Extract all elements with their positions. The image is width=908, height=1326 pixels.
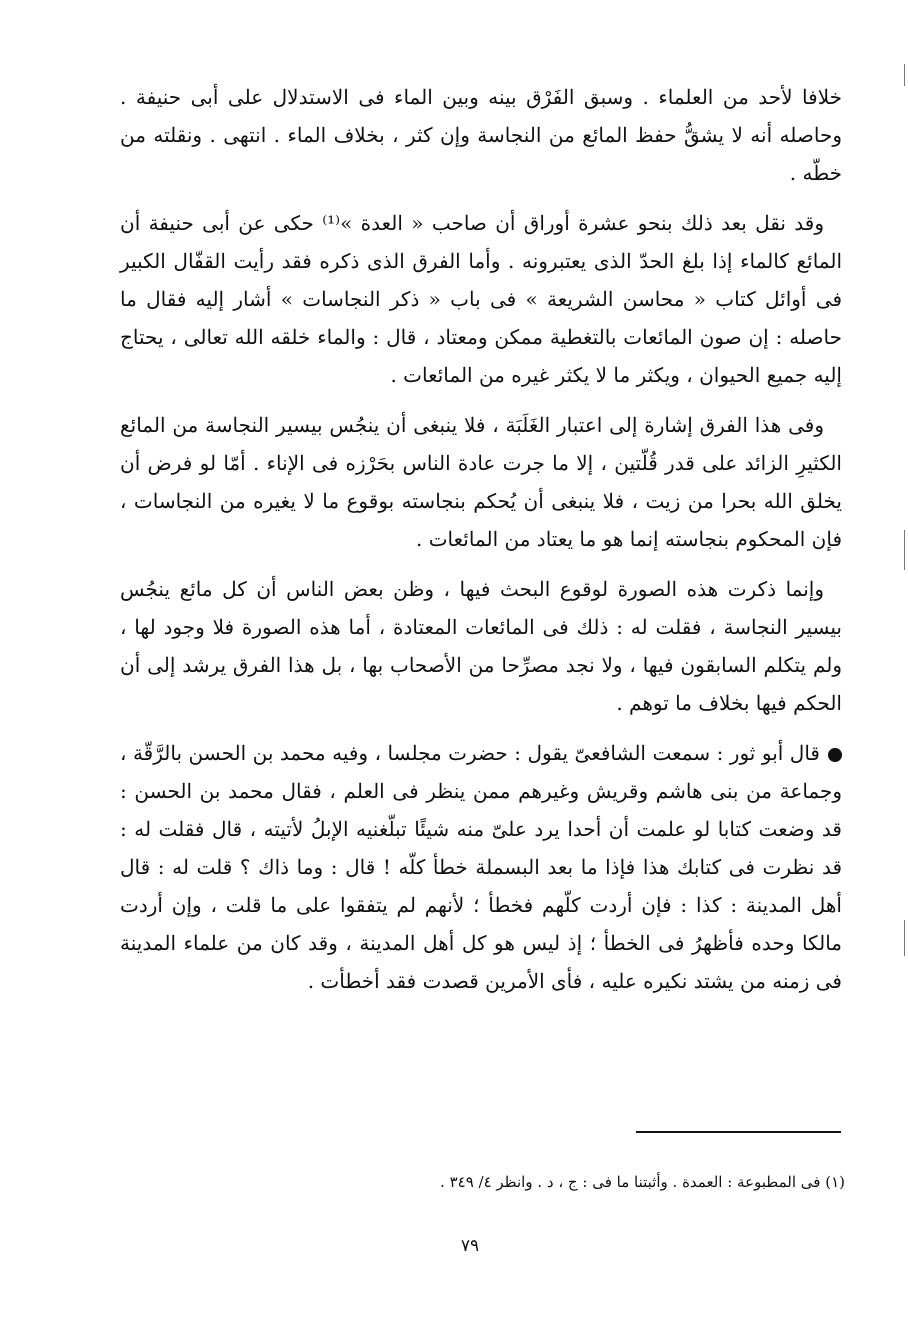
paragraph-1: خلافا لأحد من العلماء . وسبق الفَرْق بينه وبين الماء فى الاستدلال على أبى حنيفة . وحاصله أنه لا يشقُّ حفظ المائع من النجاسة وإن كثر ، بخلاف الماء . انتهى . ونقلته من خطّه . <box>120 85 842 185</box>
black-dot-icon <box>828 748 842 762</box>
paragraph-4-text: وإنما ذكرت هذه الصورة لوقوع البحث فيها ، وظن بعض الناس أن كل مائع ينجُس بيسير النجاسة ، فقلت له : ذلك فى المائعات المعتادة ، أما هذه الصورة فلا وجود لها ، ولم يتكلم السابقون فيها ، ولا نجد مصرِّحا من الأصحاب بها ، بل هذا الفرق يرشد إلى أن الحكم فيها بخلاف ما توهم . <box>120 577 843 715</box>
page-number: ٧٩ <box>460 1236 480 1256</box>
page-edge-mark-lower <box>904 920 905 956</box>
paragraph-5-text: قال أبو ثور : سمعت الشافعىّ يقول : حضرت مجلسا ، وفيه محمد بن الحسن بالرَّقّة ، وجماعة من بنى هاشم وقريش وغيرهم ممن ينظر فى العلم ، فقال محمد بن الحسن : قد وضعت كتابا لو علمت أن أحدا يرد علىّ منه شيئًا تبلّغنيه الإبلُ لأتيته ، قال فقلت له : قد نظرت فى كتابك هذا فإذا ما بعد البسملة خطأ كلّه ! قال : وما ذاك ؟ قلت له : قال أهل المدينة : كذا : فإن أردت كلّهم فخطأ ؛ لأنهم لم يتفقوا على ما قلت ، وإن أردت مالكا وحده فأظهرُ فى الخطأ ؛ إذ ليس هو كل أهل المدينة ، وقد كان من علماء المدينة فى زمنه من يشتد نكيره عليه ، فأى الأمرين قصدت فقد أخطأت . <box>120 741 843 993</box>
document-body <box>120 78 842 1012</box>
paragraph-2 <box>120 204 842 394</box>
paragraph-4 <box>120 570 842 722</box>
paragraph-2-text: وقد نقل بعد ذلك بنحو عشرة أوراق أن صاحب « العدة »⁽¹⁾ حكى عن أبى حنيفة أن المائع كالماء إذا بلغ الحدّ الذى يعتبرونه . وأما الفرق الذى ذكره فقد رأيت القفّال الكبير فى أوائل كتاب « محاسن الشريعة » فى باب « ذكر النجاسات » أشار إليه فقال ما حاصله : إن صون المائعات بالتغطية ممكن ومعتاد ، قال : والماء خلقه الله تعالى ، يحتاج إليه جميع الحيوان ، ويكثر ما لا يكثر غيره من المائعات . <box>120 211 842 387</box>
footnote-divider <box>636 1131 841 1133</box>
paragraph-3-text: وفى هذا الفرق إشارة إلى اعتبار الغَلَبَة ، فلا ينبغى أن ينجُس بيسير النجاسة من المائع الكثيرِ الزائد على قدر قُلّتين ، إلا ما جرت عادة الناس بحَرْزه فى الإناء . أمّا لو فرض أن يخلق الله بحرا من زيت ، فلا ينبغى أن يُحكم بنجاسته بوقوع ما لا يغيره من النجاسات ، فإن المحكوم بنجاسته إنما هو ما يعتاد من المائعات . <box>120 413 842 551</box>
paragraph-3 <box>120 406 842 558</box>
page-edge-mark-top <box>904 64 905 86</box>
paragraph-5 <box>120 734 842 1000</box>
footnote: (١) فى المطبوعة : العمدة . وأثبتنا ما فى : ج ، د . وانظر ٤/ ٣٤٩ . <box>440 1173 845 1191</box>
page-edge-mark-middle <box>904 530 905 570</box>
